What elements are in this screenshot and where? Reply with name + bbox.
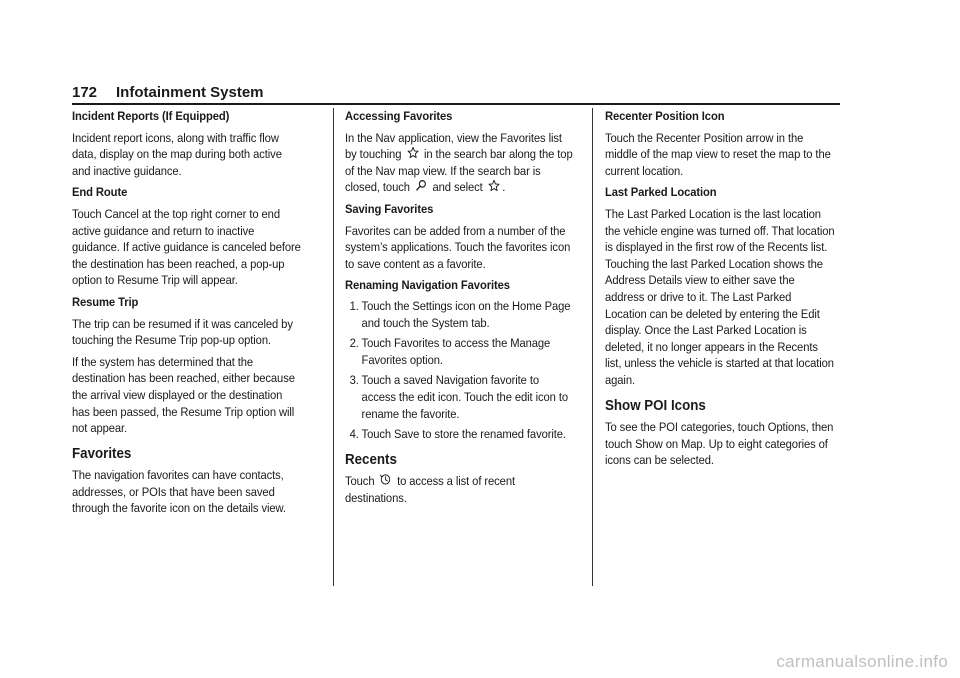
accessing-text-part-3: and select [432,180,483,195]
renaming-favorites-heading: Renaming Navigation Favorites [345,278,510,293]
column-divider [592,108,593,586]
last-parked-text: The Last Parked Location is the last location the vehicle engine was turned off. That location is displayed in the first row of the Recents list. Touching the last Parked Location shows the Address Details view to either save the address or drive to it. The Last Parked Location can be deleted by entering the Edit display. Once the Last Parked Location is deleted, it no longer appears in the Recents list, unless the vehicle is started at that location again. [605,206,835,387]
column-2 [345,108,575,506]
column-1 [72,108,302,517]
renaming-steps-list [345,298,575,443]
recents-text [345,473,575,506]
favorites-heading: Favorites [72,445,132,462]
search-icon [415,179,428,192]
clock-icon [379,473,392,486]
list-item [345,298,575,331]
incident-text: Incident report icons, along with traffic flow data, display on the map during both active and inactive guidance. [72,130,282,178]
column-3 [605,108,835,469]
star-outline-icon [488,179,501,192]
recents-text-part-2: to access a list of recent destinations. [345,474,515,505]
step-text: Touch Favorites to access the Manage Favorites option. [361,336,551,367]
end-route-heading: End Route [72,185,128,200]
page-number: 172 [72,84,98,101]
resume-trip-text: The trip can be resumed if it was canceled by touching the Resume Trip pop-up option. [72,316,293,348]
show-poi-heading: Show POI Icons [605,397,706,414]
incident-heading: Incident Reports (If Equipped) [72,109,230,123]
recents-text-part-1: Touch [345,474,375,489]
resume-trip-heading: Resume Trip [72,294,139,309]
column-divider [333,108,334,586]
section-title: Infotainment System [116,84,264,101]
list-item [345,335,575,368]
recenter-text: Touch the Recenter Position arrow in the middle of the map view to reset the map to the current location. [605,130,831,178]
show-poi-text: To see the POI categories, touch Options, then touch Show on Map. Up to eight categories of icons can be selected. [605,420,834,468]
header-rule [72,103,840,105]
resume-trip-text-2: If the system has determined that the destination has been reached, either because the arrival view displayed or the destination has been passed, the Resume Trip option will not appear. [72,354,295,436]
step-text: Touch Save to store the renamed favorite. [361,427,566,442]
step-number: 3. [349,373,359,388]
list-item [345,372,575,422]
accessing-text-part-1: In the Nav application, view the Favorites list by touching [345,130,562,162]
watermark: carmanualsonline.info [776,652,948,671]
step-number: 1. [349,298,359,313]
saving-favorites-heading: Saving Favorites [345,201,434,216]
star-outline-icon [406,146,419,159]
page-header [72,82,840,104]
step-text: Touch the Settings icon on the Home Page and touch the System tab. [361,298,571,330]
recents-heading: Recents [345,451,397,468]
recenter-heading: Recenter Position Icon [605,109,725,123]
last-parked-heading: Last Parked Location [605,185,717,200]
favorites-text: The navigation favorites can have contacts, addresses, or POIs that have been saved through the favorite icon on the details view. [72,468,286,516]
end-route-text: Touch Cancel at the top right corner to end active guidance and return to inactive guidance. If active guidance is canceled before the destination has been reached, a pop-up option to Resume Trip will appear. [72,206,301,288]
accessing-text-part-4: . [502,180,506,195]
step-number: 4. [349,427,359,442]
list-item [345,426,575,443]
accessing-text-part-2: in the search bar along the top of the Nav map view. If the search bar is closed, touch [345,147,573,195]
accessing-favorites-text [345,130,575,196]
accessing-favorites-heading: Accessing Favorites [345,109,453,123]
step-text: Touch a saved Navigation favorite to access the edit icon. Touch the edit icon to rename the favorite. [361,373,568,421]
saving-favorites-text: Favorites can be added from a number of the system’s applications. Touch the favorites icon to save content as a favorite. [345,223,571,271]
step-number: 2. [349,336,359,351]
